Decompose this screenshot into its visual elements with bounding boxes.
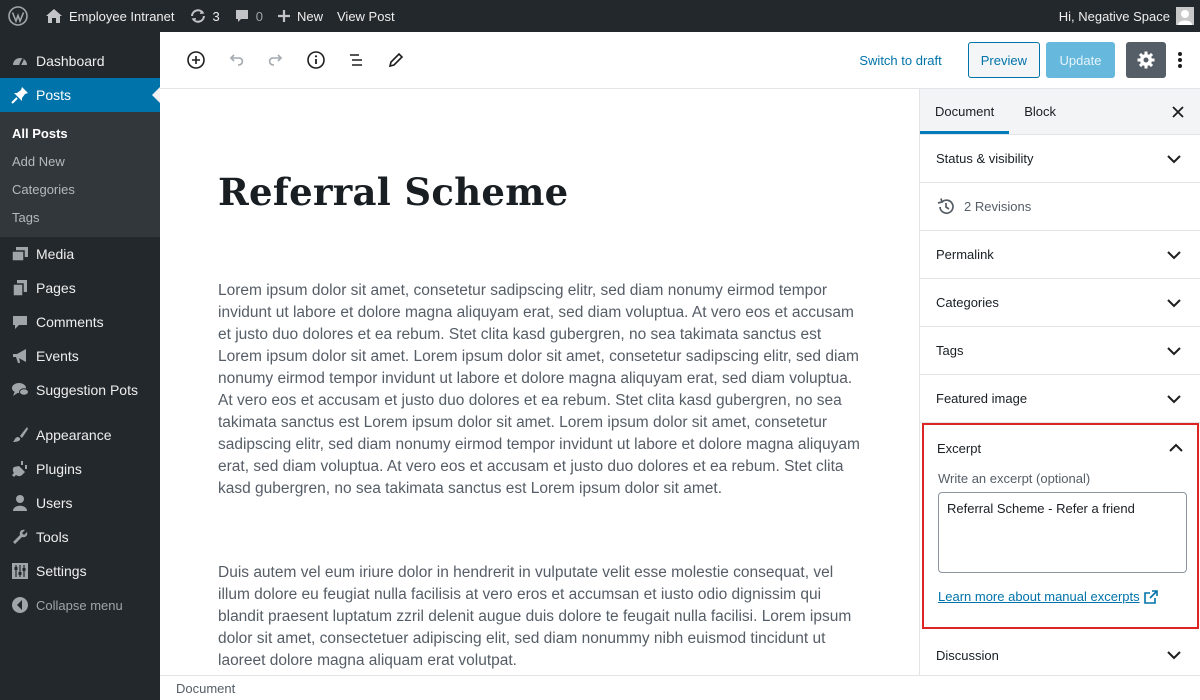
admin-bar xyxy=(0,0,1200,32)
panel-title: Permalink xyxy=(936,247,994,262)
editor-canvas xyxy=(160,90,919,675)
header-actions xyxy=(859,42,1200,78)
history-icon xyxy=(936,197,956,217)
panel-discussion[interactable] xyxy=(920,631,1200,675)
redo-icon[interactable] xyxy=(256,40,296,80)
sidebar-item-pages[interactable] xyxy=(0,271,160,305)
panel-title: Tags xyxy=(936,343,964,358)
megaphone-icon xyxy=(10,346,30,366)
more-options-icon[interactable] xyxy=(1168,42,1192,78)
plug-icon xyxy=(10,459,30,479)
sidebar-item-media[interactable] xyxy=(0,237,160,271)
chevron-up-icon xyxy=(1169,443,1183,453)
block-navigation-icon[interactable] xyxy=(336,40,376,80)
add-block-icon[interactable] xyxy=(176,40,216,80)
sidebar-item-comments[interactable] xyxy=(0,305,160,339)
view-post-label: View Post xyxy=(337,8,395,24)
panel-title: Excerpt xyxy=(937,440,982,456)
sidebar-item-suggestion-pots[interactable] xyxy=(0,373,160,407)
comments-link[interactable] xyxy=(227,0,270,32)
posts-submenu xyxy=(0,112,160,237)
panel-tags[interactable] xyxy=(920,327,1200,375)
my-account[interactable] xyxy=(1059,7,1200,25)
wordpress-logo-icon[interactable] xyxy=(0,0,38,32)
learn-more-excerpts-link[interactable] xyxy=(938,589,1158,604)
panel-excerpt xyxy=(922,423,1199,629)
comment-icon xyxy=(10,312,30,332)
sidebar-item-events[interactable] xyxy=(0,339,160,373)
breadcrumb[interactable]: Document xyxy=(176,680,236,696)
sidebar-item-label: Tools xyxy=(36,529,69,545)
sidebar-item-label: Media xyxy=(36,246,75,262)
submenu-all-posts[interactable]: All Posts xyxy=(12,125,68,141)
excerpt-textarea[interactable] xyxy=(938,492,1187,573)
collapse-arrow-icon xyxy=(10,595,30,615)
panel-permalink[interactable] xyxy=(920,231,1200,279)
panel-title: Categories xyxy=(936,295,999,310)
panel-title: Status & visibility xyxy=(936,151,1034,166)
tab-document[interactable]: Document xyxy=(920,89,1009,134)
site-name-link[interactable] xyxy=(38,0,182,32)
tab-block[interactable]: Block xyxy=(1024,104,1057,119)
panel-title: Discussion xyxy=(936,647,999,663)
revisions-label: 2 Revisions xyxy=(964,199,1032,214)
dashboard-icon xyxy=(10,51,30,71)
info-icon[interactable] xyxy=(296,40,336,80)
panel-featured-image[interactable] xyxy=(920,375,1200,423)
plus-icon xyxy=(277,9,291,23)
sidebar-item-posts[interactable] xyxy=(0,78,160,112)
sliders-icon xyxy=(10,561,30,581)
panel-categories[interactable] xyxy=(920,279,1200,327)
external-link-icon xyxy=(1144,590,1158,604)
gear-icon xyxy=(1136,50,1156,70)
chevron-down-icon xyxy=(1164,293,1184,313)
chevron-down-icon xyxy=(1164,645,1184,665)
settings-gear-button[interactable] xyxy=(1126,42,1166,78)
pin-icon xyxy=(10,85,30,105)
sidebar-item-label: Suggestion Pots xyxy=(36,382,138,398)
sidebar-item-label: Settings xyxy=(36,563,87,579)
sidebar-item-settings[interactable] xyxy=(0,554,160,588)
pages-icon xyxy=(10,278,30,298)
link-label: Learn more about manual excerpts xyxy=(938,589,1140,604)
sidebar-item-dashboard[interactable] xyxy=(0,44,160,78)
sidebar-item-plugins[interactable] xyxy=(0,452,160,486)
sidebar-item-label: Plugins xyxy=(36,461,82,477)
sidebar-item-label: Pages xyxy=(36,280,76,296)
close-icon[interactable] xyxy=(1168,102,1188,122)
sidebar-tabs xyxy=(920,89,1200,135)
paragraph-block[interactable]: Lorem ipsum dolor sit amet, consetetur sadipscing elitr, sed diam nonumy eirmod tempor invidunt ut labore et dolore magna aliquyam erat, sed diam voluptua. At vero eos et accusam et justo duo dolores et ea rebum. Stet clita kasd gubergren, no sea takimata sanctus est Lorem ipsum dolor sit amet. Lorem ipsum dolor sit amet, consetetur sadipscing elitr, sed diam nonumy eirmod tempor invidunt ut labore et dolore magna aliquyam erat, sed diam voluptua. At vero eos et accusam et justo duo dolores et ea rebum. Stet clita kasd gubergren, no sea takimata sanctus est Lorem ipsum dolor sit amet. Lorem ipsum dolor sit amet, consetetur sadipscing elitr, sed diam nonumy eirmod tempor invidunt ut labore et dolore magna aliquyam erat, sed diam voluptua. At vero eos et accusam et justo duo dolores et ea rebum. Stet clita kasd gubergren, no sea takimata sanctus est Lorem ipsum dolor sit amet. xyxy=(218,282,860,497)
home-icon xyxy=(45,8,63,24)
excerpt-field-label: Write an excerpt (optional) xyxy=(938,471,1091,486)
user-icon xyxy=(10,493,30,513)
sidebar-item-label: Users xyxy=(36,495,73,511)
block-breadcrumb-bar xyxy=(160,675,1200,700)
edit-pencil-icon[interactable] xyxy=(376,40,416,80)
admin-sidebar xyxy=(0,32,160,700)
undo-icon[interactable] xyxy=(216,40,256,80)
paintbrush-icon xyxy=(10,425,30,445)
sidebar-item-label: Dashboard xyxy=(36,53,105,69)
sidebar-item-label: Posts xyxy=(36,87,72,103)
collapse-menu-button[interactable] xyxy=(0,588,160,622)
updates-link[interactable] xyxy=(182,0,227,32)
panel-title: Featured image xyxy=(936,391,1028,406)
wrench-icon xyxy=(10,527,30,547)
media-icon xyxy=(10,244,30,264)
chat-bubbles-icon xyxy=(10,380,30,400)
comment-bubble-icon xyxy=(234,8,250,24)
new-content-link[interactable] xyxy=(270,0,330,32)
settings-sidebar xyxy=(919,89,1200,675)
panel-revisions[interactable] xyxy=(920,183,1200,231)
sidebar-item-label: Comments xyxy=(36,314,104,330)
view-post-link[interactable] xyxy=(330,0,402,32)
sidebar-item-label: Events xyxy=(36,348,79,364)
sidebar-item-tools[interactable] xyxy=(0,520,160,554)
refresh-icon xyxy=(189,8,207,24)
chevron-down-icon xyxy=(1164,149,1184,169)
update-button[interactable]: Update xyxy=(1046,42,1115,78)
paragraph-block[interactable]: Duis autem vel eum iriure dolor in hendrerit in vulputate velit esse molestie consequat, vel illum dolore eu feugiat nulla facilisis at vero eros et accumsan et iusto odio dignissim qui blandit praesent luptatum zzril delenit augue duis dolore te feugait nulla facilisi. Lorem ipsum dolor sit amet, consectetuer adipiscing elit, sed diam nonummy nibh euismod tincidunt ut laoreet dolore magna aliquam erat volutpat. xyxy=(218,564,852,669)
submenu-tags[interactable]: Tags xyxy=(12,209,40,225)
submenu-categories[interactable]: Categories xyxy=(12,181,75,197)
updates-count: 3 xyxy=(212,8,220,24)
sidebar-item-label: Appearance xyxy=(36,427,112,443)
comments-count: 0 xyxy=(255,8,263,24)
post-title[interactable]: Referral Scheme xyxy=(218,170,569,214)
collapse-menu-label: Collapse menu xyxy=(36,597,123,613)
preview-button[interactable]: Preview xyxy=(968,42,1040,78)
sidebar-item-users[interactable] xyxy=(0,486,160,520)
chevron-down-icon xyxy=(1164,245,1184,265)
editor-header xyxy=(160,32,1200,89)
excerpt-toggle[interactable] xyxy=(924,425,1197,471)
avatar xyxy=(1176,7,1194,25)
chevron-down-icon xyxy=(1164,389,1184,409)
new-label: New xyxy=(296,8,323,24)
greeting: Hi, Negative Space xyxy=(1058,8,1170,24)
editor-toolbar xyxy=(176,40,416,80)
chevron-down-icon xyxy=(1164,341,1184,361)
panel-status-visibility[interactable] xyxy=(920,135,1200,183)
site-name: Employee Intranet xyxy=(69,8,175,24)
switch-to-draft-button[interactable]: Switch to draft xyxy=(859,52,942,68)
submenu-add-new[interactable]: Add New xyxy=(12,153,65,169)
sidebar-item-appearance[interactable] xyxy=(0,418,160,452)
